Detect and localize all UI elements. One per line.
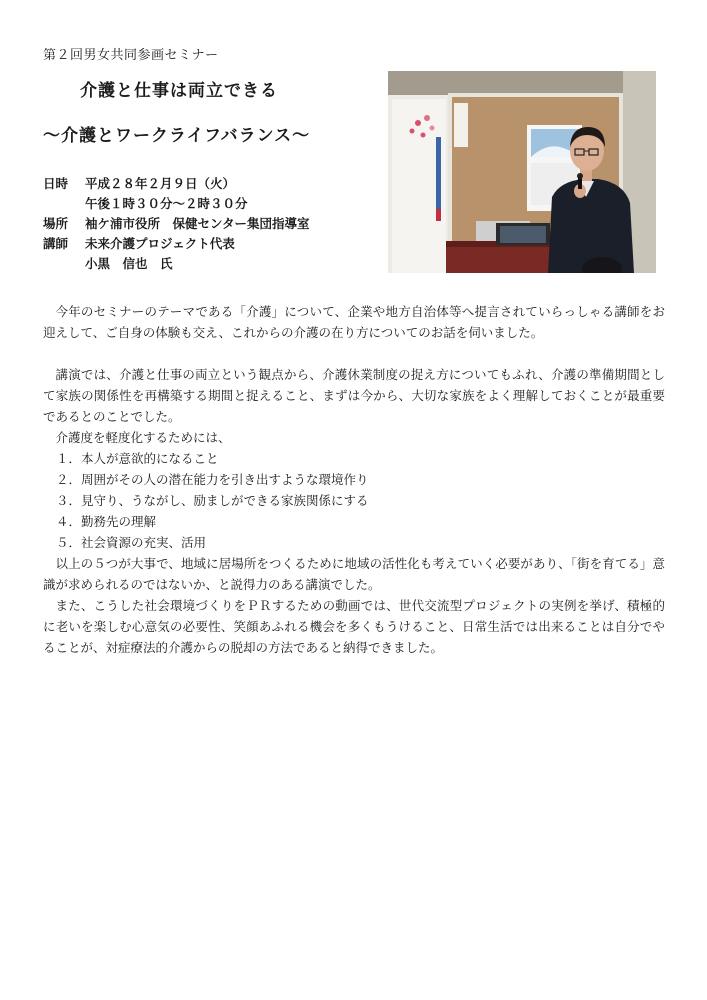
place-value: 袖ケ浦市役所 保健センター集団指導室 — [85, 216, 310, 231]
paragraph-gap — [43, 343, 665, 364]
page-subtitle: ～介護とワークライフバランス～ — [43, 126, 311, 146]
closing-paragraph: また、こうした社会環境づくりをＰＲするための動画では、世代交流型プロジェクトの実例を挙げ、積極的に老いを楽しむ心意気の必要性、笑顔あふれる機会を多くもうけること、日常生活では出来ることは自分でやることが、対症療法的介護からの脱却の方法であると納得できました。 — [43, 598, 665, 655]
lecture-paragraph: 講演では、介護と仕事の両立という観点から、介護休業制度の捉え方についてもふれ、介護の準備期間として家族の関係性を再構築する期間と捉えること、まずは今から、大切な家族をよく理解しておくことが最重要であるとのことでした。 — [43, 367, 665, 424]
list-item: ５．社会資源の充実、活用 — [56, 535, 207, 550]
seminar-label: 第２回男女共同参画セミナー — [43, 48, 219, 63]
lecturer-name: 小黒 信也 氏 — [85, 256, 173, 271]
lecturer-value: 未来介護プロジェクト代表 — [85, 236, 235, 251]
list-item: １．本人が意欲的になること — [56, 451, 219, 466]
intro-paragraph: 今年のセミナーのテーマである「介護」について、企業や地方自治体等へ提言されていらっしゃる講師をお迎えして、ご自身の体験も交え、これからの介護の在り方についてのお話を伺いました。 — [43, 304, 665, 340]
time-value: 午後１時３０分～２時３０分 — [85, 196, 248, 211]
lecture-photo-illustration — [388, 71, 656, 273]
list-item: ３．見守り、うながし、励ましができる家族関係にする — [56, 493, 369, 508]
lecture-photo — [388, 71, 656, 273]
date-label: 日時 — [43, 176, 69, 191]
lecturer-label: 講師 — [43, 236, 69, 251]
list-item: ２．周囲がその人の潜在能力を引き出すような環境作り — [56, 472, 369, 487]
list-item: ４．勤務先の理解 — [56, 514, 157, 529]
summary-paragraph: 以上の５つが大事で、地域に居場所をつくるために地域の活性化も考えていく必要があり、「街を育てる」意識が求められるのではないか、と説得力のある講演でした。 — [43, 556, 665, 592]
article-body — [43, 301, 665, 658]
place-label: 場所 — [43, 216, 69, 231]
page-title: 介護と仕事は両立できる — [80, 81, 278, 101]
list-intro: 介護度を軽度化するためには、 — [55, 430, 231, 445]
date-value: 平成２８年２月９日（火） — [85, 176, 236, 191]
